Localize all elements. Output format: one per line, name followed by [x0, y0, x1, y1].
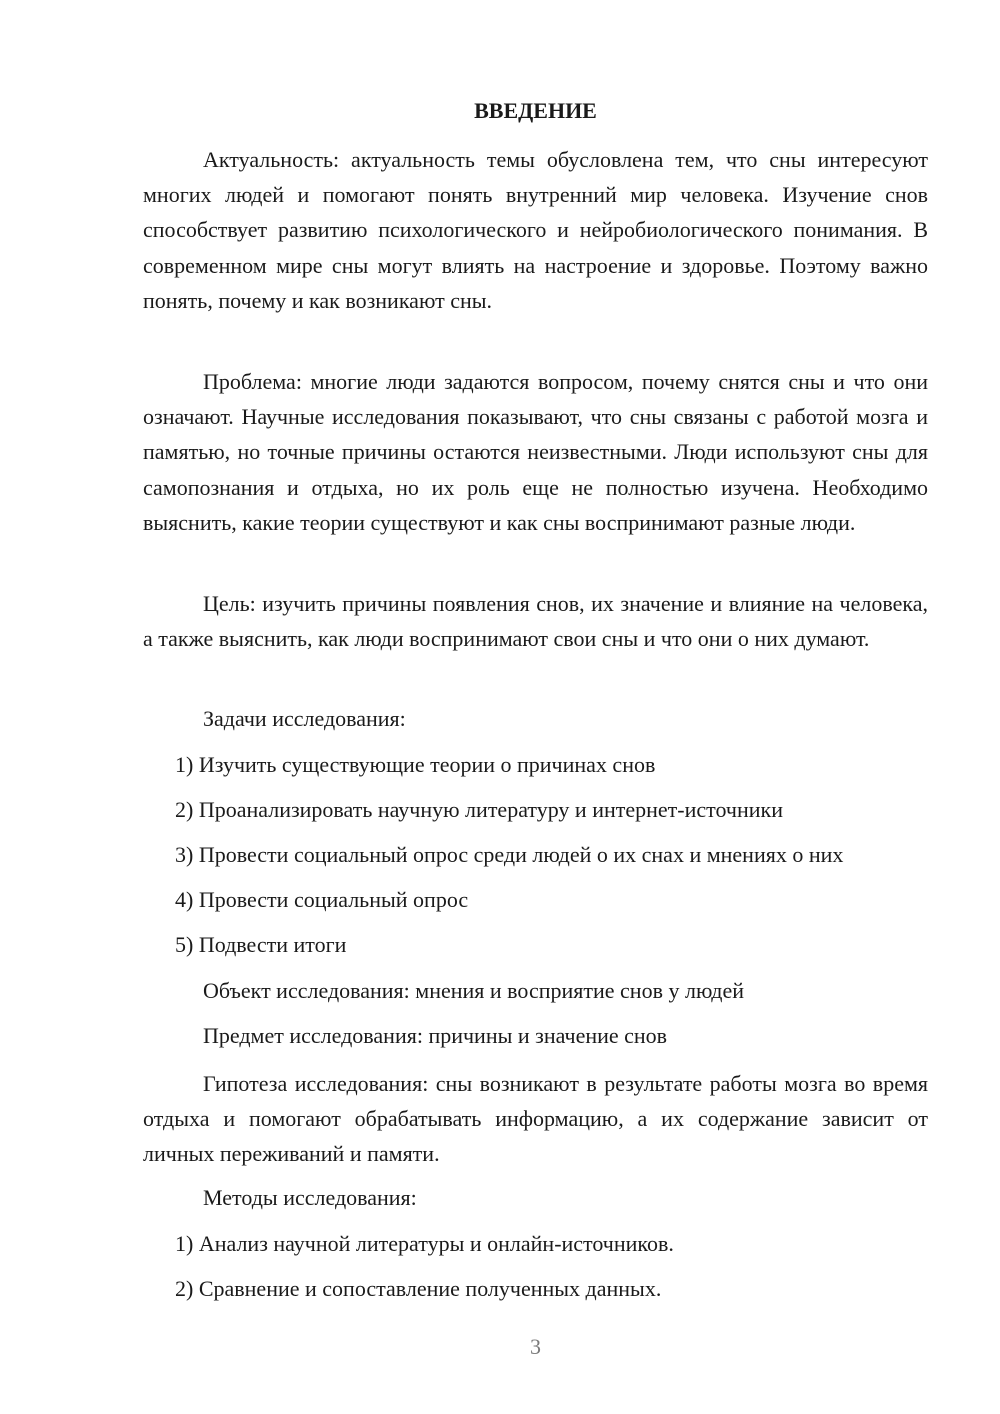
method-item-2: 2) Сравнение и сопоставление полученных данных. — [175, 1276, 662, 1301]
page-number: 3 — [530, 1334, 541, 1359]
goal-paragraph: Цель: изучить причины появления снов, их значение и влияние на человека, а также выяснить, как люди воспринимают свои сны и что они о них думают. — [143, 591, 928, 652]
tasks-title: Задачи исследования: — [203, 706, 406, 731]
subject-line: Предмет исследования: причины и значение снов — [203, 1023, 668, 1048]
task-item-3: 3) Провести социальный опрос среди людей о их снах и мнениях о них — [175, 842, 844, 867]
methods-title: Методы исследования: — [203, 1185, 417, 1210]
method-item-1: 1) Анализ научной литературы и онлайн-источников. — [175, 1231, 674, 1256]
section-heading: ВВЕДЕНИЕ — [474, 98, 597, 123]
hypothesis-paragraph: Гипотеза исследования: сны возникают в результате работы мозга во время отдыха и помогают обрабатывать информацию, а их содержание зависит от личных переживаний и памяти. — [143, 1071, 928, 1167]
relevance-paragraph: Актуальность: актуальность темы обусловлена тем, что сны интересуют многих людей и помогают понять внутренний мир человека. Изучение снов способствует развитию психологического и нейробиологического понимания. В современном мире сны могут влиять на настроение и здоровье. Поэтому важно понять, почему и как возникают сны. — [143, 147, 928, 313]
task-item-2: 2) Проанализировать научную литературу и интернет-источники — [175, 797, 783, 822]
problem-paragraph: Проблема: многие люди задаются вопросом, почему снятся сны и что они означают. Научные исследования показывают, что сны связаны с работой мозга и памятью, но точные причины остаются неизвестными. Люди используют сны для самопознания и отдыха, но их роль еще не полностью изучена. Необходимо выяснить, какие теории существуют и как сны воспринимают разные люди. — [143, 369, 928, 535]
object-line: Объект исследования: мнения и восприятие снов у людей — [203, 978, 744, 1003]
task-item-1: 1) Изучить существующие теории о причинах снов — [175, 752, 656, 777]
task-item-4: 4) Провести социальный опрос — [175, 887, 469, 912]
task-item-5: 5) Подвести итоги — [175, 932, 347, 957]
